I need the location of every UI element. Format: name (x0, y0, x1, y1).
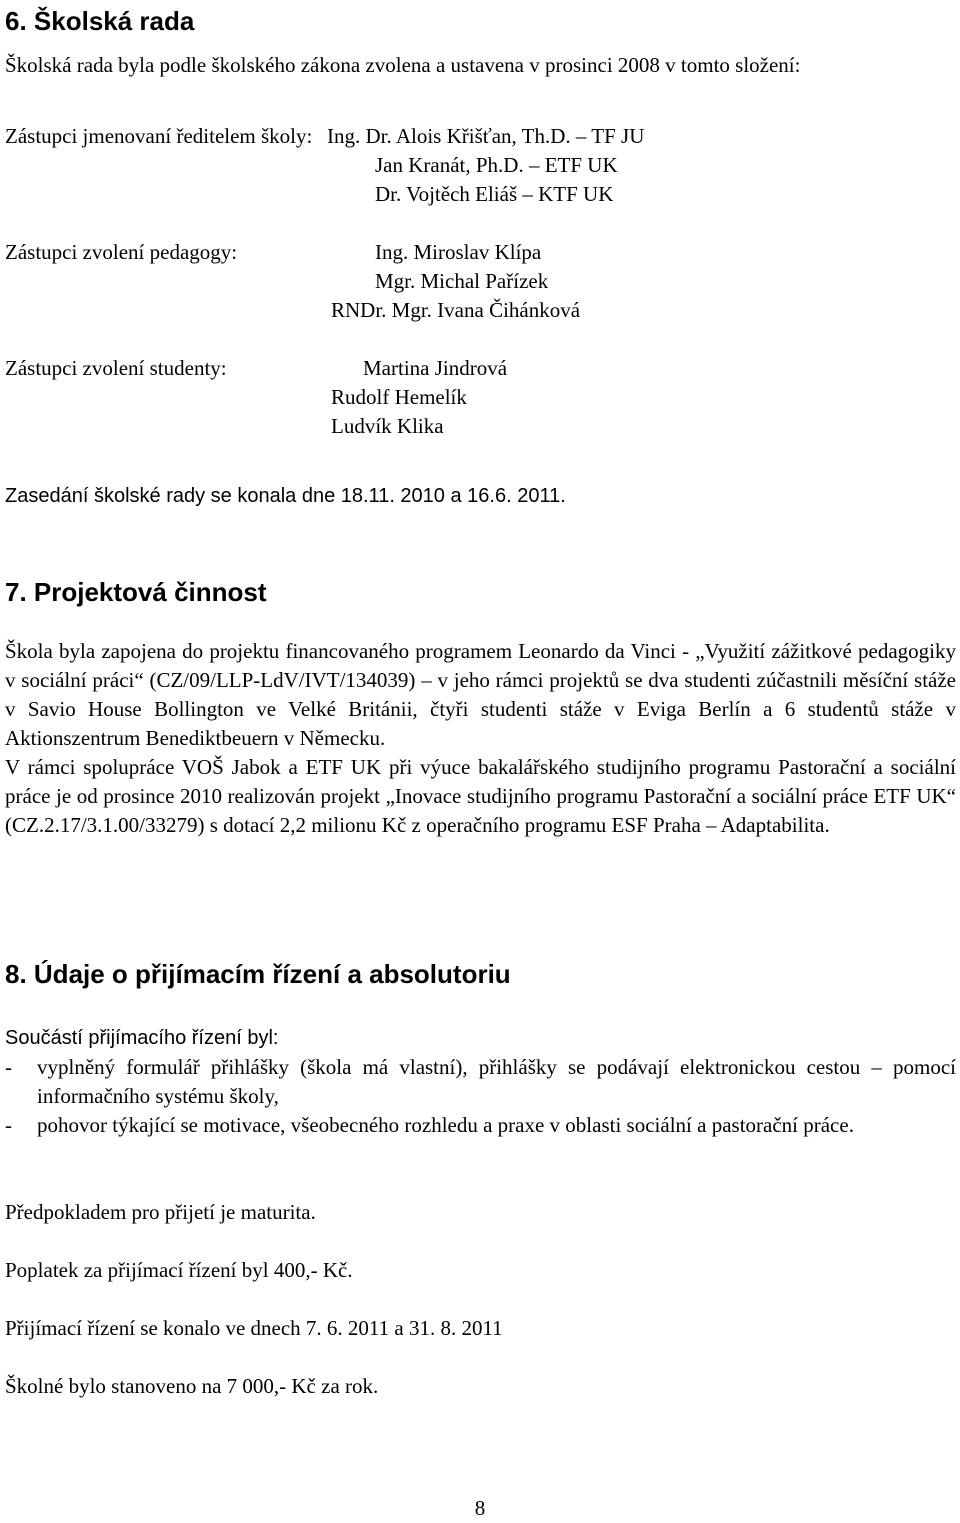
admission-fee: Poplatek za přijímací řízení byl 400,- Kč. (5, 1258, 353, 1282)
admission-dates: Přijímací řízení se konalo ve dnech 7. 6. 2011 a 31. 8. 2011 (5, 1316, 503, 1340)
director-label: Zástupci jmenovaní ředitelem školy: (5, 124, 313, 148)
list-item-text: vyplněný formulář přihlášky (škola má vlastní), přihlášky se podávají elektronickou cestou – pomocí informačního systému školy, (37, 1055, 956, 1108)
pedagogue-member: RNDr. Mgr. Ivana Čihánková (331, 298, 581, 322)
admission-list (5, 1053, 956, 1140)
student-member: Rudolf Hemelík (331, 385, 467, 409)
list-item (5, 1053, 956, 1111)
student-member: Martina Jindrová (363, 356, 508, 380)
project-paragraph-esf: V rámci spolupráce VOŠ Jabok a ETF UK při výuce bakalářského studijního programu Pastorační a sociální práce je od prosince 2010 realizován projekt „Inovace studijního programu Pastorační a sociální práce ETF UK“ (CZ.2.17/3.1.00/33279) s dotací 2,2 milionu Kč z operačního programu ESF Praha – Adaptabilita. (5, 755, 956, 837)
admission-subheading: Součástí přijímacího řízení byl: (5, 1027, 279, 1049)
section-7-heading: 7. Projektová činnost (5, 577, 267, 607)
director-member: Ing. Dr. Alois Křišťan, Th.D. – TF JU (327, 124, 645, 148)
director-member: Dr. Vojtěch Eliáš – KTF UK (375, 182, 614, 206)
page-number: 8 (474, 1496, 486, 1520)
dash-bullet: - (5, 1055, 12, 1079)
tuition: Školné bylo stanoveno na 7 000,- Kč za rok. (5, 1374, 379, 1398)
pedagogue-member: Ing. Miroslav Klípa (375, 240, 542, 264)
admission-prerequisite: Předpokladem pro přijetí je maturita. (5, 1200, 316, 1224)
pedagogue-label: Zástupci zvolení pedagogy: (5, 240, 238, 264)
student-member: Ludvík Klika (331, 414, 444, 438)
meeting-dates: Zasedání školské rady se konala dne 18.11. 2010 a 16.6. 2011. (5, 485, 566, 507)
section-7-body (5, 637, 956, 840)
section-6-intro: Školská rada byla podle školského zákona zvolena a ustavena v prosinci 2008 v tomto složení: (5, 53, 801, 77)
student-label: Zástupci zvolení studenty: (5, 356, 227, 380)
director-member: Jan Kranát, Ph.D. – ETF UK (375, 153, 618, 177)
list-item-text: pohovor týkající se motivace, všeobecného rozhledu a praxe v oblasti sociální a pastorační práce. (37, 1113, 854, 1137)
dash-bullet: - (5, 1113, 12, 1137)
pedagogue-member: Mgr. Michal Pařízek (375, 269, 549, 293)
list-item (5, 1111, 956, 1140)
section-6-heading: 6. Školská rada (5, 6, 195, 36)
section-8-heading: 8. Údaje o přijímacím řízení a absolutoriu (5, 959, 511, 989)
project-paragraph-leonardo: Škola byla zapojena do projektu financovaného programem Leonardo da Vinci - „Využití zážitkové pedagogiky v sociální práci“ (CZ/09/LLP-LdV/IVT/134039) – v jeho rámci projektů se dva studenti zúčastnili měsíční stáže v Savio House Bollington ve Velké Británii, čtyři studenti stáže v Eviga Berlín a 6 studentů stáže v Aktionszentrum Benediktbeuern v Německu. (5, 639, 956, 750)
